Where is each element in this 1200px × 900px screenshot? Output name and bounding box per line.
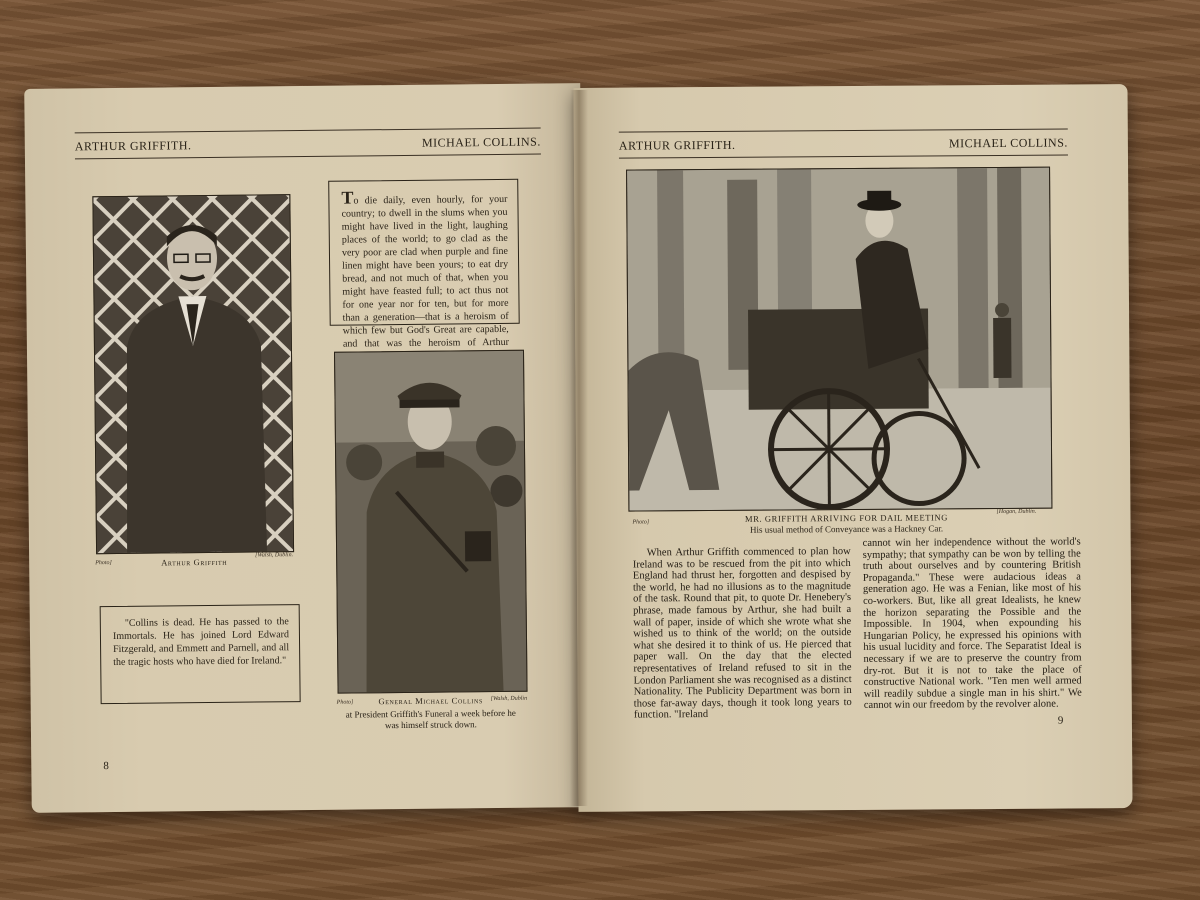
left-page-number: 8 bbox=[103, 760, 109, 773]
open-booklet bbox=[28, 86, 1130, 810]
griffith-photo-caption: Arthur Griffith bbox=[161, 556, 228, 568]
collins-quote-text: "Collins is dead. He has passed to the Immortals. He has joined Lord Edward Fitzgerald, and Emmett and Parnell, and all the tragic hosts who have died for Ireland." bbox=[112, 616, 290, 669]
collins-funeral-photo bbox=[334, 350, 528, 694]
arrival-photo-credit-left: Photo] bbox=[632, 519, 650, 526]
left-header-left: ARTHUR GRIFFITH. bbox=[74, 138, 192, 154]
griffith-photo-credit-right: [Walsh, Dublin. bbox=[255, 552, 294, 559]
right-page bbox=[573, 84, 1132, 812]
left-running-head bbox=[75, 128, 541, 160]
body-text-column-1: When Arthur Griffith commenced to plan how Ireland was to be rescued from the pit into which England had thrust her, forgotten and despised by the world, he had no illusions as to the magnitude of the task. Round that pit, to quote Dr. Henebery's phrase, made famous by Arthur, she had built a wall of paper, inside of which she wrote what she wished us to think of the world; on the outside what she desired it to think of us. He pierced that paper wall. On the day that the elected representatives of Ireland refused to sit in the London Parliament she was recognised as a distinct Nationality. The Publicity Department was born in those far-away days, though it took long years to function. "Ireland bbox=[632, 546, 852, 721]
collins-photo-caption: General Michael Collins bbox=[378, 695, 483, 707]
griffith-portrait-photo bbox=[92, 194, 294, 554]
booklet-spine bbox=[570, 90, 588, 806]
arrival-photo-subcaption: His usual method of Conveyance was a Hackney Car. bbox=[749, 523, 944, 535]
right-header-right: MICHAEL COLLINS. bbox=[948, 135, 1068, 151]
right-running-head bbox=[619, 128, 1068, 158]
body-text-column-2: cannot win her independence without the world's sympathy; that sympathy can be won by telling the truth about ourselves and by countering British Propaganda." These were audacious ideas a generation ago. He was a Fenian, like most of his co-workers. But, like all great Idealists, he knew the horizon separating the Possible and the Impossible. In 1904, when expounding his Hungarian Policy, he expressed his opinions with his usual lucidity and force. The Separatist Ideal is necessary if we are to preserve the country from dry-rot. But it is not to take the place of constructive National work. "Ten men well armed will readily subdue a single man in his shirt." We cannot win our freedom by the revolver alone. bbox=[862, 536, 1082, 712]
left-header-right: MICHAEL COLLINS. bbox=[421, 134, 541, 150]
left-page bbox=[24, 83, 588, 813]
collins-photo-credit-right: [Walsh, Dublin bbox=[490, 695, 528, 703]
collins-photo-subcaption: at President Griffith's Funeral a week before he was himself struck down. bbox=[345, 707, 516, 731]
heroism-quote-dropcap: T bbox=[341, 187, 354, 208]
collins-photo-credit-left: Photo] bbox=[336, 699, 354, 706]
griffith-hackney-car-photo bbox=[626, 167, 1052, 512]
arrival-photo-credit-right: [Hogan, Dublin. bbox=[996, 508, 1037, 515]
griffith-photo-credit-left: Photo] bbox=[95, 560, 112, 567]
heroism-quote-text: o die daily, even hourly, for your country; to dwell in the slums when you might have lived in the light, laughing places of the world; to go clad as the very poor are clad when purple and fine linen might have been yours; to eat dry bread, and not much of that, when you might have feasted full; to act thus not for one year nor for ten, but for more than a generation—that is a heroism of which few but God's Great are capable, and that was the heroism of Arthur bbox=[341, 193, 509, 350]
right-header-left: ARTHUR GRIFFITH. bbox=[618, 137, 736, 153]
heroism-quote-box bbox=[328, 179, 520, 350]
right-page-number: 9 bbox=[1057, 714, 1064, 727]
collins-quote-box bbox=[100, 604, 301, 704]
arrival-photo-caption: MR. GRIFFITH ARRIVING FOR DAIL MEETING bbox=[745, 512, 948, 524]
